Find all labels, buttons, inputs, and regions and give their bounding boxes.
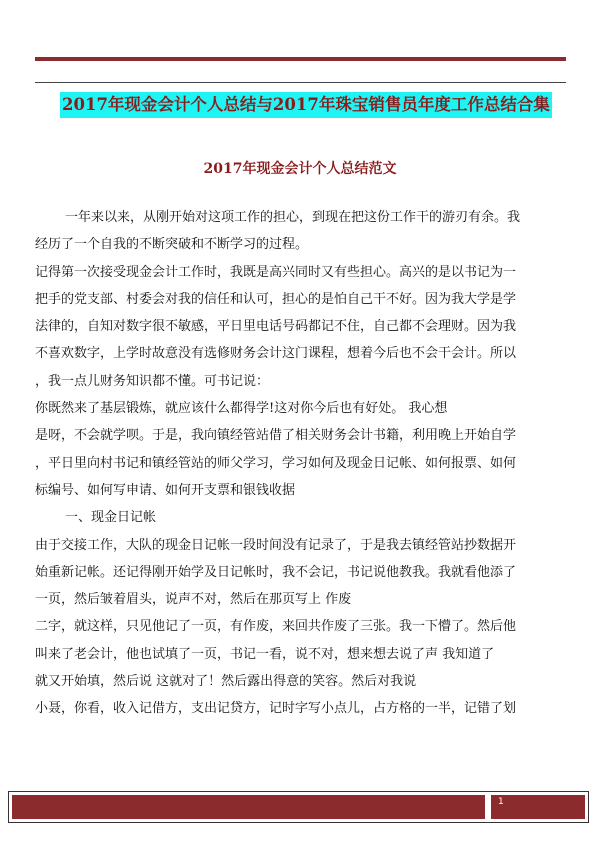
paragraph-line: 经历了一个自我的不断突破和不断学习的过程。 bbox=[35, 237, 309, 253]
subsection-heading: 一、现金日记帐 bbox=[65, 510, 157, 526]
paragraph-line: 一页，然后皱着眉头，说声不对，然后在那页写上 作废 bbox=[35, 592, 352, 608]
paragraph-line: 小聂，你看，收入记借方，支出记贷方，记时字写小点儿，占方格的一半，记错了划 bbox=[35, 701, 517, 717]
body-text bbox=[35, 204, 565, 723]
paragraph-line: 由于交接工作，大队的现金日记帐一段时间没有记录了，于是我去镇经管站抄数据开 bbox=[35, 537, 517, 553]
footer-bar-left bbox=[12, 795, 485, 819]
document-title: 2017年现金会计个人总结与2017年珠宝销售员年度工作总结合集 bbox=[60, 92, 552, 118]
footer-bar-right bbox=[491, 795, 585, 819]
paragraph-line: 一年来以来，从刚开始对这项工作的担心，到现在把这份工作干的游刃有余。我 bbox=[65, 210, 521, 225]
header-rule-thick bbox=[35, 57, 566, 61]
header-rule-thin bbox=[35, 82, 566, 83]
paragraph-line: 始重新记帐。还记得刚开始学及日记帐时，我不会记，书记说他教我。我就看他添了 bbox=[35, 564, 517, 580]
paragraph-line: 你既然来了基层锻炼，就应该什么都得学!这对你今后也有好处。 我心想 bbox=[35, 401, 448, 417]
footer bbox=[8, 791, 589, 823]
paragraph-line: ，平日里向村书记和镇经管站的师父学习，学习如何及现金日记帐、如何报票、如何 bbox=[35, 455, 517, 471]
paragraph-line: 标编号、如何写申请、如何开支票和银钱收据 bbox=[35, 482, 296, 498]
paragraph-line: 就又开始填，然后说 这就对了！然后露出得意的笑容。然后对我说 bbox=[35, 674, 417, 690]
paragraph-line: 二字，就这样，只见他记了一页，有作废，来回共作废了三张。我一下懵了。然后他 bbox=[35, 619, 517, 635]
paragraph-line: 是呀，不会就学呗。于是，我向镇经管站借了相关财务会计书籍，利用晚上开始自学 bbox=[35, 428, 517, 444]
paragraph-line: 记得第一次接受现金会计工作时，我既是高兴同时又有些担心。高兴的是以书记为一 bbox=[35, 264, 517, 280]
paragraph-line: 法律的，自知对数字很不敏感，平日里电话号码都记不住，自己都不会理财。因为我 bbox=[35, 319, 517, 335]
paragraph-line: 不喜欢数字，上学时故意没有选修财务会计这门课程，想着今后也不会干会计。所以 bbox=[35, 346, 517, 362]
page-number: 1 bbox=[498, 797, 504, 807]
paragraph-line: 把手的党支部、村委会对我的信任和认可，担心的是怕自己干不好。因为我大学是学 bbox=[35, 291, 517, 307]
section-title: 2017年现金会计个人总结范文 bbox=[203, 161, 397, 177]
paragraph-line: ，我一点儿财务知识都不懂。可书记说： bbox=[35, 373, 270, 389]
paragraph-line: 叫来了老会计，他也试填了一页，书记一看，说不对，想来想去说了声 我知道了 bbox=[35, 646, 495, 662]
